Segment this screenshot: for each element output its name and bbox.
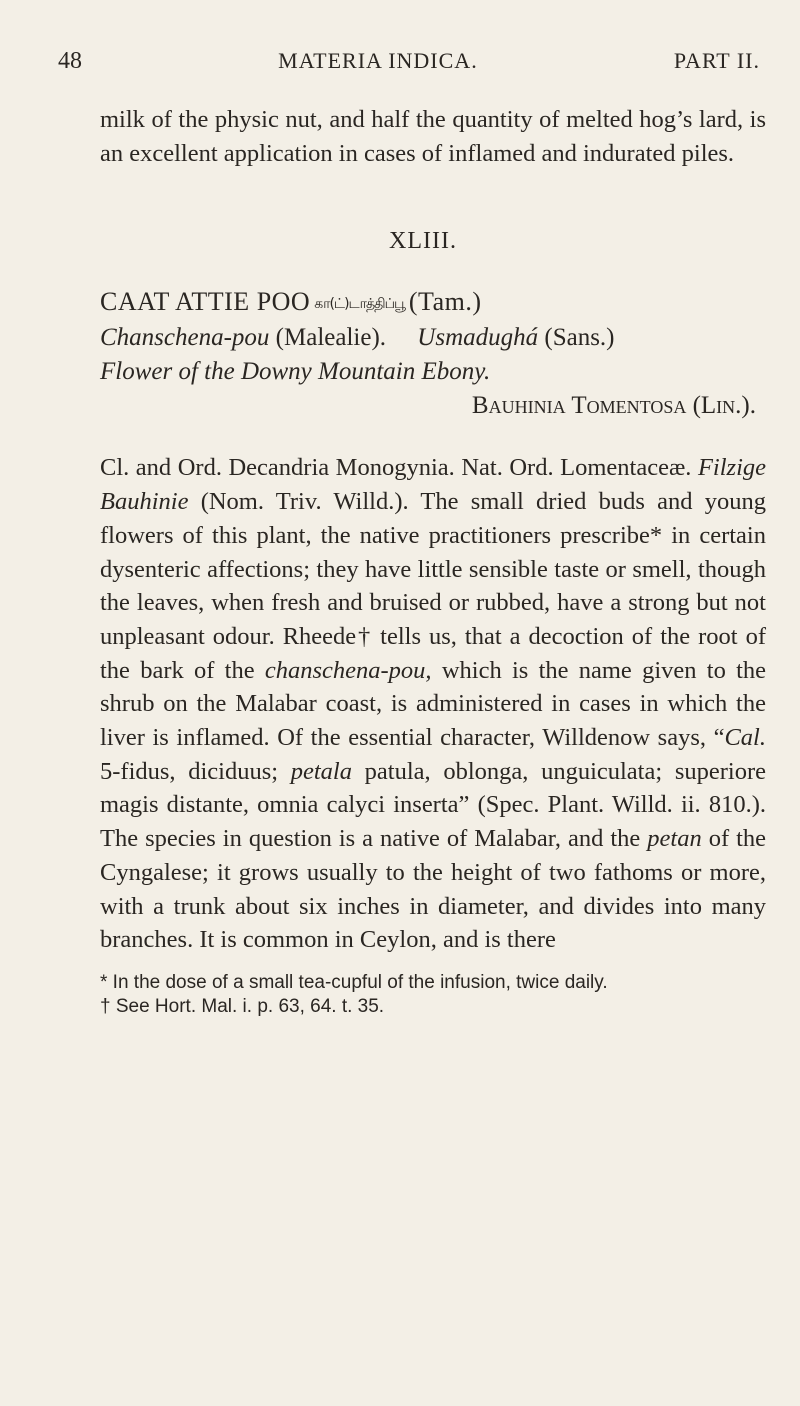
spacer	[100, 423, 766, 451]
english-name: Flower of the Downy Mountain Ebony.	[100, 358, 491, 386]
species-text: The species in question is a native of Malabar, and the	[100, 825, 641, 853]
malealie-sanskrit-line	[100, 321, 766, 355]
classification-text: Cl. and Ord. Decandria Monogynia. Nat. Ord. Lomentaceæ.	[100, 454, 692, 482]
footnotes	[100, 971, 766, 1019]
usage-text: (Nom. Triv. Willd.). The small dried buds and young flowers of this plant, the native practitioners prescribe* in certain dysenteric affections; they have little sensible taste or smell, though the leaves, when fresh and bruised or rubbed, have a strong but not unpleasant odour. Rheede† tells us, that a decoction of the root of the bark of the	[100, 488, 767, 684]
liver-text: which is the name given to the shrub on the Malabar coast, is administered in cases in which the liver is inflamed. Of the essential character, Willdenow says, “	[100, 656, 767, 752]
description-paragraph	[100, 451, 766, 957]
tamil-name-romanized: CAAT ATTIE POO	[100, 287, 311, 317]
malealie-tag: (Malealie).	[275, 324, 387, 352]
opening-paragraph: milk of the physic nut, and half the quantity of melted hog’s lard, is an excellent application in cases of inflamed and indurated piles.	[100, 106, 766, 167]
chanschena-term: chanschena-pou,	[264, 656, 432, 684]
tamil-name-line	[100, 285, 766, 321]
growth-text: of the Cyngalese; it grows usually to the height of two fathoms or more, with a trunk about six inches in diameter, and divides into many branches. It is common in Ceylon, and is there	[100, 825, 767, 954]
german-name: Filzige Bauhinie	[100, 454, 767, 516]
footnote-star: * In the dose of a small tea-cupful of the infusion, twice daily.	[100, 971, 608, 993]
petan-term: petan	[647, 825, 702, 853]
page-number: 48	[58, 48, 82, 74]
part-label: PART II.	[673, 48, 760, 73]
tamil-language-tag: (Tam.)	[408, 287, 482, 317]
footnote-dagger: † See Hort. Mal. i. p. 63, 64. t. 35.	[100, 995, 385, 1017]
section-number: XLIII.	[389, 228, 457, 255]
sanskrit-tag: (Sans.)	[544, 324, 615, 352]
latin-description: patula, oblonga, unguiculata; superiore magis distante, omnia calyci inserta” (Spec. Plant. Willd. ii. 810.).	[100, 757, 767, 819]
linnaean-name-line: Bauhinia Tomentosa (Lin.).	[471, 392, 756, 420]
sanskrit-name: Usmadughá	[417, 324, 539, 352]
malealie-name: Chanschena-pou	[100, 324, 270, 352]
tamil-script-name: கா(ட்)டாத்திப்பூ	[314, 296, 405, 313]
page-header	[58, 48, 760, 75]
running-title: MATERIA INDICA.	[278, 48, 478, 73]
plant-names-block	[100, 285, 766, 423]
english-name-line	[100, 355, 766, 389]
petala-term: petala	[290, 757, 352, 785]
fidus-text: 5-fidus, diciduus;	[100, 757, 279, 785]
cal-term: Cal.	[724, 724, 766, 752]
